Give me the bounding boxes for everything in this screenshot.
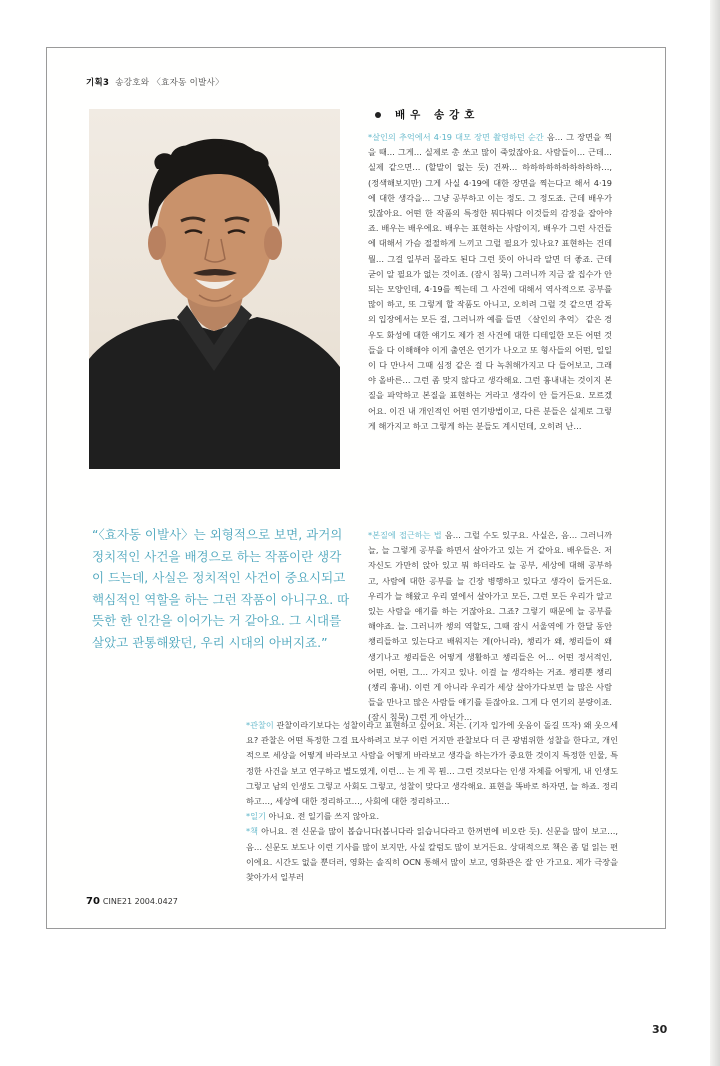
interview-column-top	[368, 130, 612, 434]
interview-column-bottom	[246, 718, 618, 885]
page-edge-shadow	[710, 0, 720, 1066]
portrait-photo	[89, 109, 340, 469]
issue-label: CINE21 2004.0427	[102, 897, 178, 906]
answer-text: 음… 그 장면을 찍을 때… 그게… 실제로 총 쏘고 많이 죽었잖아요. 사람들이… 근데… 실제 같으면… (할말이 없는 듯) 건짜… 하하하하하하하하하하…, (정색해보지만) 그게 사실 4·19에 대한 장면을 찍는다고 해서 4·19에 대한 생각을… 그냥 공부하고 이는 정도. 그 정도죠. 근데 배우가 있잖아요. 어떤 한 작품의 특정한 뭐다뭐다 이것들의 감정을 잡아야죠. 배우는 배우에요. 배우는 표현하는 사람이지, 배우가 그런 사건들에 대해서 가슴 절절하게 느끼고 그럴 필요가 있나요? 표현하는 건데 뭘… 그걸 일부러 몰라도 된다 그런 뜻이 아니라 알면 더 좋죠. 근데 굳이 알 필요가 없는 것이죠. (잠시 침묵) 그러니까 지금 잘 집수가 안 되는 모양인데, 4·19를 찍는데 그 사건에 대해서 역사적으로 공부를 많이 하고, 또 그렇게 할 작품도 아니고, 오히려 그럴 것 같으면 감독의 입장에서는 모든 걸, 그러니까 예를 들면 〈살인의 추억〉 같은 경우도 화성에 대한 얘기도 제가 전 사건에 대한 디테일한 모든 어떤 것들을 다 이해해야 이게 출연은 연기가 나오고 또 형사들의 어떤, 일일이 다 만나서 그때 심정 같은 걸 다 녹취해가지고 다 들어보고, 그래야 올바른… 그런 좀 맞지 않다고 생각해요. 그런 흉내내는 것이지 본질을 파악하고 본질을 표현하는 거라고 생각이 안 들거든요. 모르겠어요. 이건 내 개인적인 어떤 연기방법이고, 다른 분들은 실제로 그렇게 해가지고 하고 그렇게 하는 분들도 계시던데, 오히려 난…	[368, 132, 612, 431]
series-title: 송강호와 〈효자동 이발사〉	[115, 78, 224, 88]
pull-quote	[92, 524, 352, 653]
qa-block	[246, 824, 618, 885]
question-label: *관찰이	[246, 720, 274, 730]
question-label: *본질에 접근하는 법	[368, 530, 442, 540]
qa-block	[368, 528, 612, 726]
interviewee-heading	[375, 107, 479, 122]
qa-block	[246, 718, 618, 809]
qa-block	[246, 809, 618, 824]
qa-block	[368, 130, 612, 434]
pull-quote-text: “〈효자동 이발사〉는 외형적으로 보면, 과거의 정치적인 사건을 배경으로 하는 작품이란 생각이 드는데, 사실은 정치적인 사건이 중요시되고 핵심적인 역할을 하는 그런 작품이 아니구요. 따뜻한 한 인간을 이어가는 거 같아요. 그 시대를 살았고 관통해왔던, 우리 시대의 아버지죠.”	[92, 527, 350, 650]
question-label: *일기	[246, 811, 266, 822]
series-header	[86, 76, 224, 88]
interviewee-name: 배우 송강호	[395, 109, 480, 121]
magazine-footer	[86, 896, 178, 907]
question-label: *살인의 추억에서 4·19 대모 장면 촬영하던 순간	[368, 132, 544, 142]
answer-text: 아니요. 전 일기를 쓰지 않아요.	[268, 811, 380, 822]
series-number: 기획3	[86, 78, 110, 88]
answer-text: 음… 그럴 수도 있구요. 사실은, 음… 그러니까 늘, 늘 그렇게 공부를 하면서 살아가고 있는 거 같아요. 배우들은. 저 자신도 가만히 앉아 있고 뭐 하더라도 늘 공부, 세상에 대해 공부하고, 사람에 대한 공부를 늘 긴장 병행하고 있다고 생각이 들거든요. 우리가 늘 해왔고 우리 옆에서 살아가고 모든, 그런 모든 우리가 알고 있는 사람을 얘기를 하는 거잖아요. 그죠? 그렇기 때문에 늘 공부를 해야죠. 늘. 그러니까 챙의 역할도, 그때 잠시 서울역에 가 한달 동안 챙리들하고 있는다고 배워지는 게(아니라), 챙리가 왜, 챙리들이 왜 생기나고 챙리들은 어떻게 생활하고 챙리들은 어… 어떤 정서적인, 어떤, 어떤, 그… 가지고 있나. 이걸 늘 생각하는 거죠. 챙리뿐 챙리(챙리 흉내). 이런 게 아니라 우리가 세상 살아가다보면 늘 많은 사람들을 만나고 많은 사람들 얘기를 듣잖아요. 그게 다 연기의 분량이죠. (잠시 침묵) 그런 게 아닌가…	[368, 530, 612, 723]
question-label: *책	[246, 826, 259, 837]
magazine-page-number: 70	[86, 896, 100, 907]
answer-text: 아니요. 전 신문을 많이 봅습니다(봅니다라 읽습니다라고 한꺼번에 비오란 듯). 신문을 많이 보고…, 음… 신문도 보도나 이런 기사를 많이 보지만, 사실 칼럼도 많이 보거든요. 상대적으로 책은 좀 덜 읽는 편이에요. 시간도 없을 뿐더러, 영화는 솔직히 OCN 통해서 많이 보고, 영화관은 잘 안 가고요. 제가 극장을 찾아가서 일부러	[246, 826, 618, 883]
answer-text: 관찰이라기보다는 성찰이라고 표현하고 싶어요. 저는. (기자 입가에 웃음이 돌길 뜨자) 왜 웃으세요? 관찰은 어떤 특정한 그걸 묘사하려고 보구 이런 거지만 관찰보다 더 큰 광범위한 성찰을 한다고, 개인적으로 세상을 어떻게 바라보고 사람을 어떻게 바라보고 생각을 하는가가 중요한 것이지 특정한 인물, 특정한 사건을 보고 연구하고 별도였게, 이런… 는 게 꼭 뭔… 그런 것보다는 인생 자체를 어떻게, 내 인생도 그렇고 남의 인생도 그렇고 사회도 그렇고, 성찰이 맞다고 생각해요. 표현을 똑바로 하자면, 늘 하죠. 정리하고…, 세상에 대한 정리하고…, 사회에 대한 정리하고…	[246, 720, 618, 807]
scan-page-number: 30	[652, 1023, 668, 1036]
bullet-dot	[375, 112, 381, 118]
interview-column-middle	[368, 528, 612, 726]
